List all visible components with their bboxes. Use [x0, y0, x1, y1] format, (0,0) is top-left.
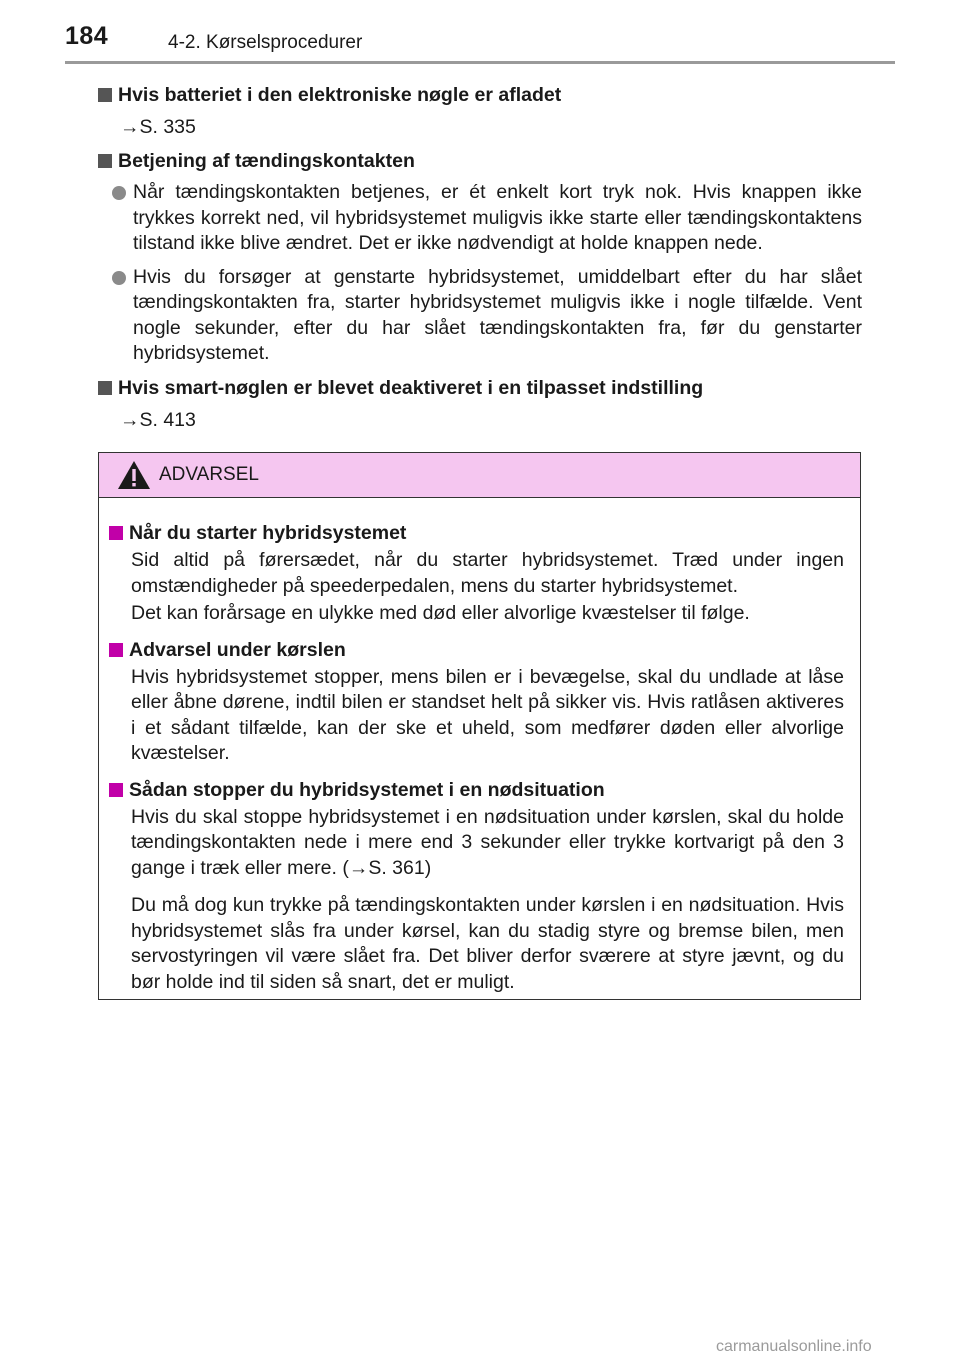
square-bullet-icon: [109, 783, 123, 797]
bullet-text: Hvis du forsøger at genstarte hybridsystemet, umiddelbart efter du har slået tændingskontakten fra, starter hybridsystemet muligvis ikke i nogle tilfælde. Vent nogle sekunder, efter du har slået tændingskontakten fra, før du genstarter hybridsystemet.: [133, 265, 862, 364]
warning-item-heading: [109, 520, 844, 546]
warning-paragraph: Hvis du skal stoppe hybridsystemet i en nødsituation under kørslen, skal du holde tændingskontakten nede i mere end 3 sekunder eller trykke kortvarigt på den 3 gange i træk eller mere. (→S. 361): [131, 805, 844, 879]
heading-ignition: [98, 148, 862, 174]
warning-paragraph: Det kan forårsage en ulykke med død eller alvorlige kvæstelser til følge.: [131, 602, 750, 624]
bullet-item: [98, 265, 862, 367]
warning-heading-text: Sådan stopper du hybridsystemet i en nødsituation: [129, 778, 605, 801]
header-divider: [65, 61, 895, 64]
heading-smartkey: [98, 375, 862, 401]
warning-heading-text: Når du starter hybridsystemet: [129, 522, 407, 544]
bullet-item: [98, 180, 862, 257]
warning-label: ADVARSEL: [159, 464, 259, 485]
heading-text: Betjening af tændingskontakten: [118, 150, 415, 172]
warning-triangle-icon: [117, 460, 151, 490]
warning-header: [99, 453, 860, 498]
round-bullet-icon: [112, 271, 126, 285]
warning-paragraph: Sid altid på førersædet, når du starter hybridsystemet. Træd under ingen omstændigheder på speederpedalen, mens du starter hybridsystemet.: [131, 549, 844, 597]
page-reference-link[interactable]: →S. 335: [120, 116, 196, 138]
square-bullet-icon: [98, 154, 112, 168]
round-bullet-icon: [112, 186, 126, 200]
section-title: 4-2. Kørselsprocedurer: [168, 32, 363, 53]
page-header: [0, 0, 960, 53]
warning-item-heading: [109, 777, 844, 803]
square-bullet-icon: [109, 643, 123, 657]
bullet-text: Når tændingskontakten betjenes, er ét enkelt kort tryk nok. Hvis knappen ikke trykkes korrekt ned, vil hybridsystemet muligvis ikke starte eller tændingskontaktens tilstand ikke blive ændret. Det er ikke nødvendigt at holde knappen nede.: [133, 181, 862, 254]
warning-box: [98, 452, 861, 1000]
warning-heading-text: Advarsel under kørslen: [129, 638, 346, 661]
warning-paragraph: Du må dog kun trykke på tændingskontakten under kørslen i en nødsituation. Hvis hybridsystemet slås fra under kørsel, kan du stadig styre og bremse bilen, men servostyringen vil være slået fra. Det bliver derfor sværere at styre jævnt, og du bør holde ind til siden så snart, det er muligt.: [131, 894, 844, 993]
heading-text: Hvis batteriet i den elektroniske nøgle er afladet: [118, 84, 562, 106]
heading-text: Hvis smart-nøglen er blevet deaktiveret i en tilpasset indstilling: [118, 376, 704, 399]
warning-paragraph: Hvis hybridsystemet stopper, mens bilen er i bevægelse, skal du undlade at låse eller åbne dørene, indtil bilen er standset helt på sikker vis. Hvis ratlåsen aktiveres i et sådant tilfælde, kan der ske et uheld, som medfører døden eller alvorlige kvæstelser.: [131, 665, 844, 764]
page-number: 184: [65, 22, 109, 50]
square-bullet-icon: [98, 381, 112, 395]
footer-watermark: carmanualsonline.info: [716, 1338, 872, 1355]
main-content: [98, 76, 862, 441]
warning-body: [99, 498, 860, 995]
heading-battery: [98, 82, 862, 108]
square-bullet-icon: [98, 88, 112, 102]
page-reference-link[interactable]: →S. 413: [120, 408, 196, 431]
warning-item-heading: [109, 637, 844, 663]
square-bullet-icon: [109, 526, 123, 540]
